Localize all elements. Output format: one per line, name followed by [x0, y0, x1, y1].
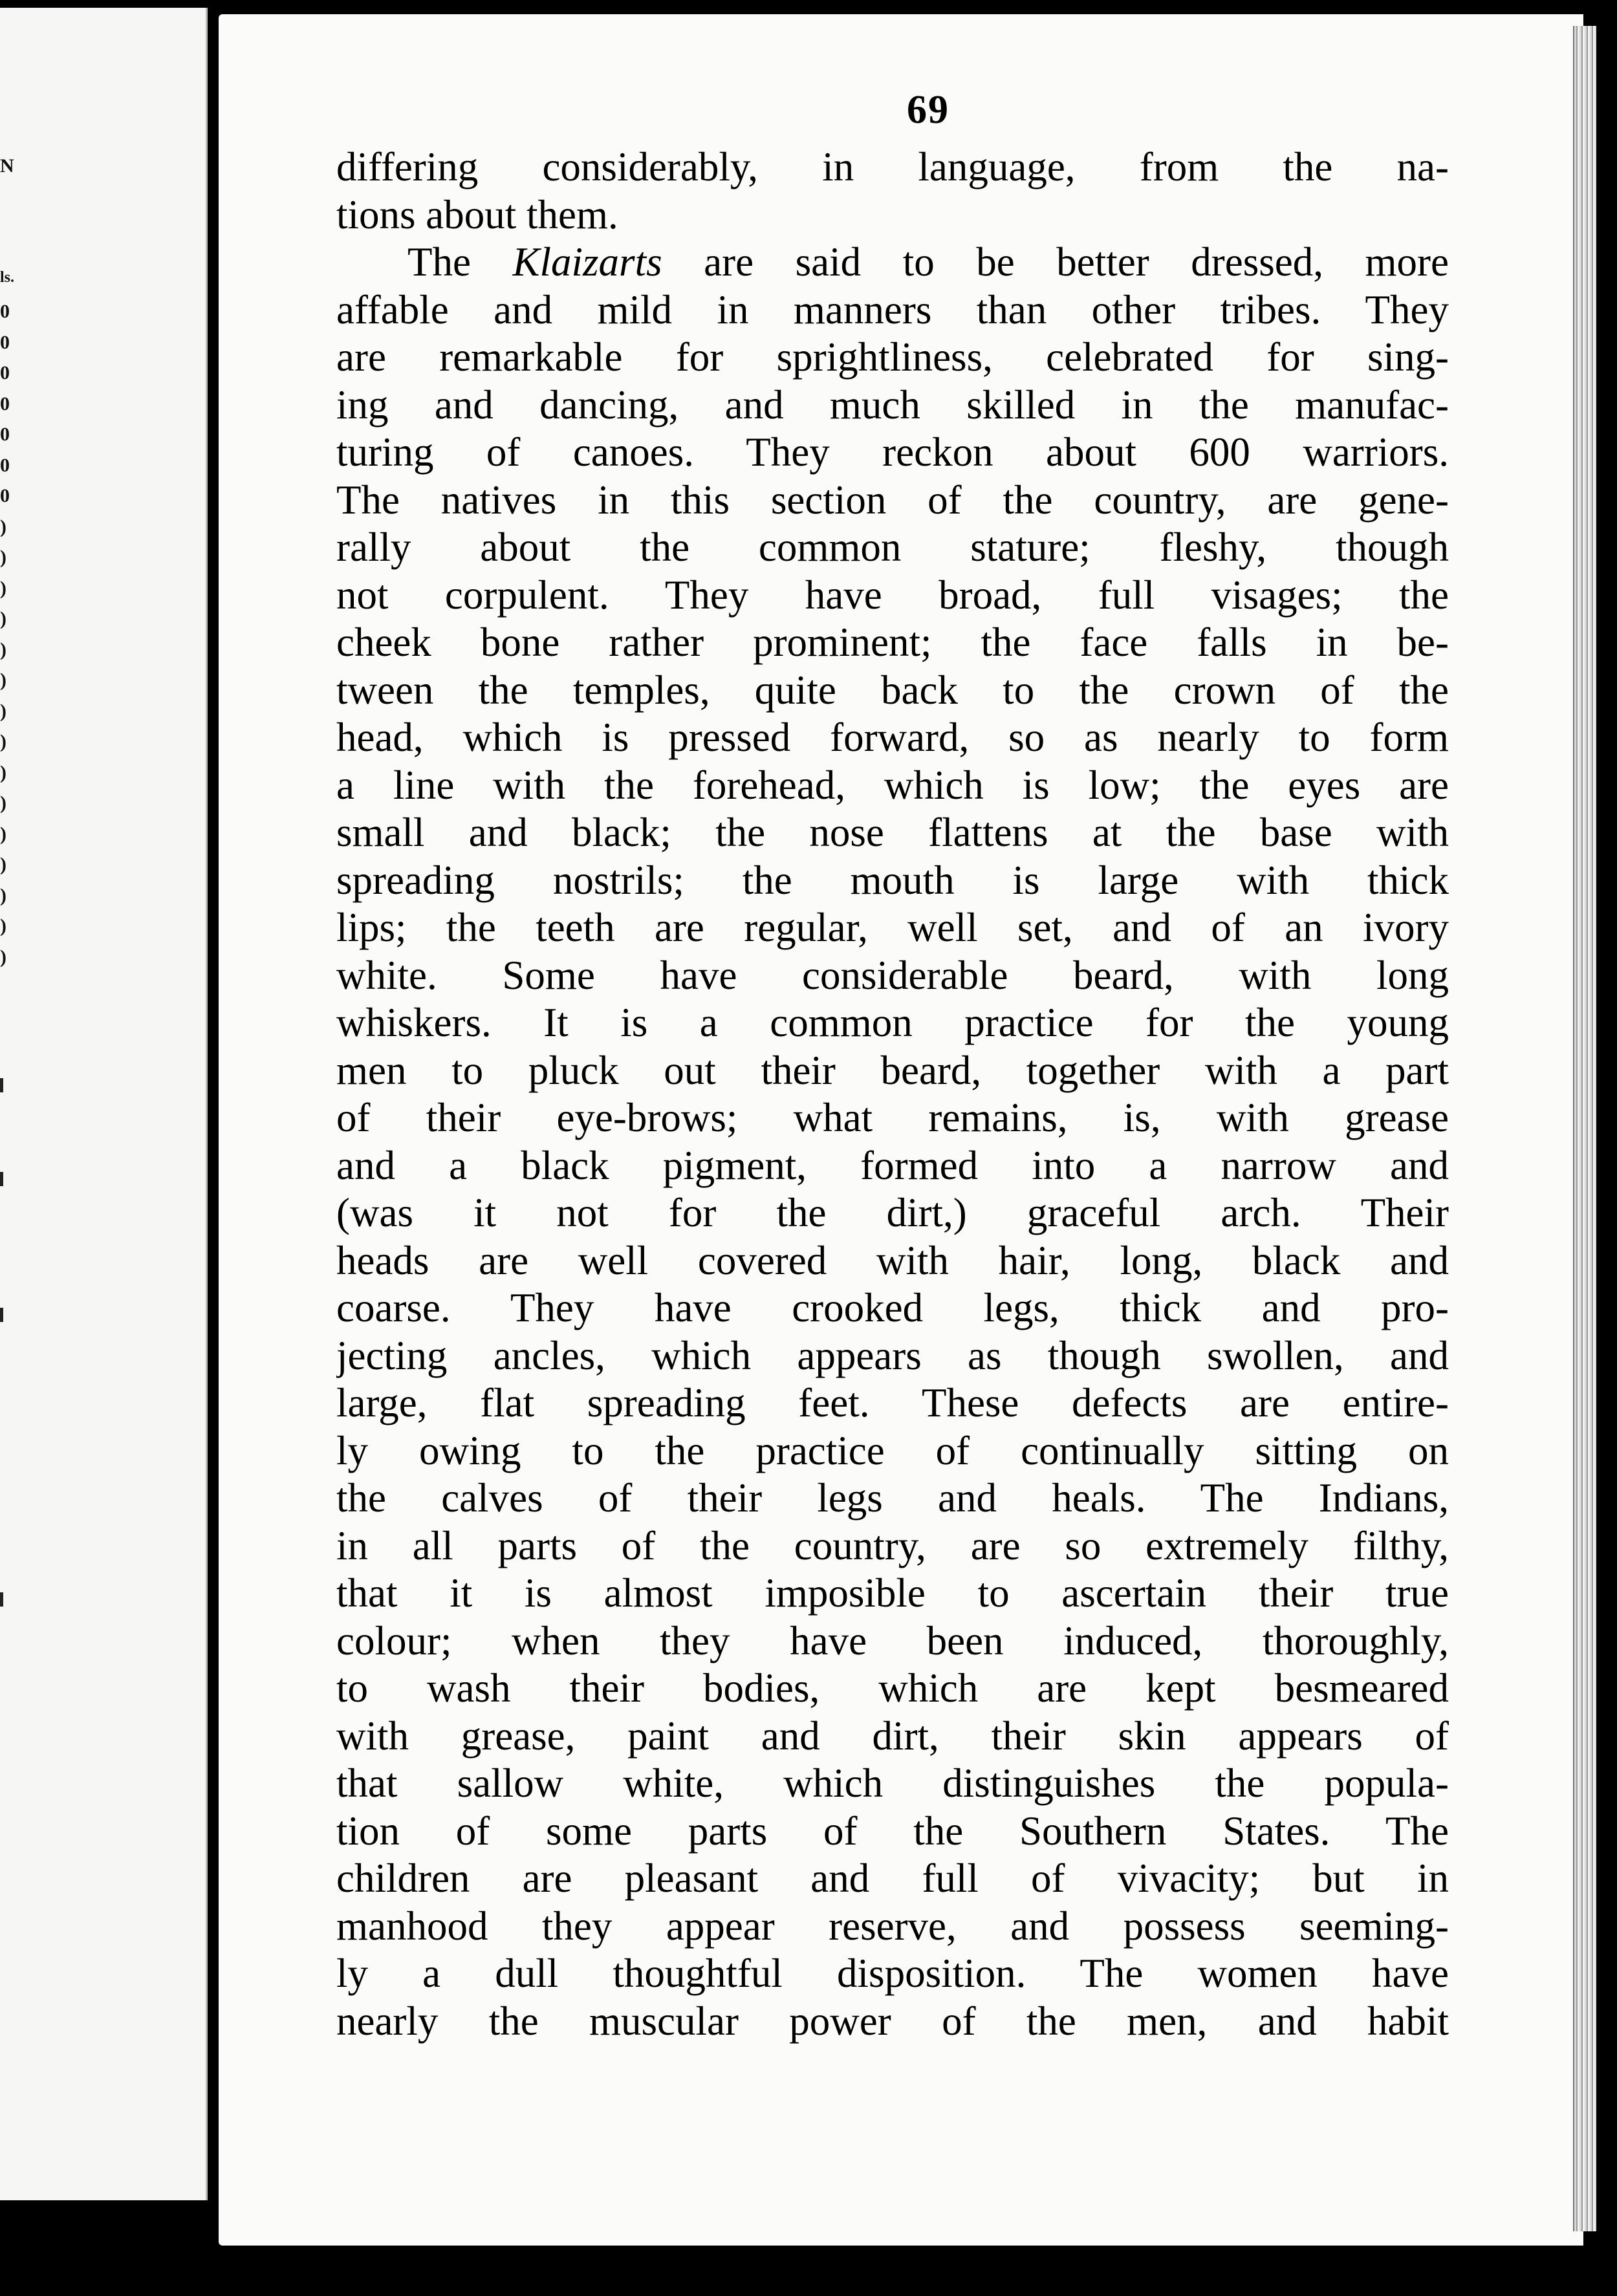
- margin-letter: 0: [0, 332, 10, 353]
- text-line: are remarkable for sprightliness, celebrated for sing-: [336, 334, 1449, 380]
- margin-letter: ): [0, 608, 6, 629]
- text-line: spreading nostrils; the mouth is large with thick: [336, 857, 1449, 903]
- text-line: cheek bone rather prominent; the face falls in be-: [336, 620, 1449, 665]
- margin-letter: ): [0, 823, 6, 845]
- text-line: heads are well covered with hair, long, black and: [336, 1237, 1449, 1283]
- margin-mark: [0, 1592, 3, 1607]
- margin-letter: ): [0, 700, 6, 722]
- text-line: ly owing to the practice of continually sitting on: [336, 1427, 1449, 1473]
- text-line: (was it not for the dirt,) graceful arch. Their: [336, 1190, 1449, 1235]
- margin-letter: ): [0, 792, 6, 814]
- text-line: tions about them.: [336, 191, 618, 237]
- margin-letter: ): [0, 854, 6, 875]
- text-line: small and black; the nose flattens at the base with: [336, 810, 1449, 855]
- text-line: children are pleasant and full of vivacity; but in: [336, 1856, 1449, 1901]
- line-start: The: [407, 239, 513, 285]
- text-line: whiskers. It is a common practice for the young: [336, 1000, 1449, 1045]
- text-line: to wash their bodies, which are kept besmeared: [336, 1665, 1449, 1711]
- body-text: [336, 144, 1449, 2045]
- page-stack-edge: [1573, 26, 1596, 2231]
- text-line: lips; the teeth are regular, well set, and of an ivory: [336, 905, 1449, 950]
- margin-letter: 0: [0, 393, 10, 415]
- margin-letter: 0: [0, 424, 10, 445]
- margin-letter: ls.: [0, 269, 15, 286]
- margin-letter: ): [0, 669, 6, 691]
- text-line: tween the temples, quite back to the crown of the: [336, 667, 1449, 713]
- text-line: large, flat spreading feet. These defects are entire-: [336, 1380, 1449, 1425]
- text-line: ly a dull thoughtful disposition. The women have: [336, 1951, 1449, 1996]
- page-number: 69: [907, 88, 950, 132]
- margin-letter: N: [0, 155, 14, 177]
- margin-letter: ): [0, 915, 6, 937]
- margin-letter: 0: [0, 455, 10, 476]
- text-line: head, which is pressed forward, so as nearly to form: [336, 715, 1449, 760]
- margin-mark: [0, 1308, 3, 1322]
- text-line: jecting ancles, which appears as though swollen, and: [336, 1332, 1449, 1378]
- margin-letter: 0: [0, 485, 10, 506]
- margin-letter: 0: [0, 301, 10, 322]
- text-line: not corpulent. They have broad, full visages; the: [336, 572, 1449, 618]
- text-line: that sallow white, which distinguishes the popula-: [336, 1760, 1449, 1806]
- margin-letter: ): [0, 762, 6, 783]
- text-line: men to pluck out their beard, together with a part: [336, 1047, 1449, 1093]
- text-line: ing and dancing, and much skilled in the manufac-: [336, 382, 1449, 428]
- text-line: nearly the muscular power of the men, and habit: [336, 1998, 1449, 2044]
- margin-letter: ): [0, 639, 6, 660]
- text-line: rally about the common stature; fleshy, though: [336, 525, 1449, 570]
- text-line: [336, 239, 1449, 287]
- margin-letter: ): [0, 731, 6, 752]
- margin-letter: 0: [0, 362, 10, 384]
- line-rest: are said to be better dressed, more: [662, 239, 1449, 285]
- previous-page-edge: [0, 8, 208, 2200]
- text-line: affable and mild in manners than other tribes. They: [336, 287, 1449, 332]
- text-line: colour; when they have been induced, thoroughly,: [336, 1618, 1449, 1663]
- text-line: that it is almost imposible to ascertain their true: [336, 1570, 1449, 1616]
- text-line: coarse. They have crooked legs, thick and pro-: [336, 1285, 1449, 1330]
- text-line: a line with the forehead, which is low; the eyes are: [336, 762, 1449, 808]
- text-line: the calves of their legs and heals. The Indians,: [336, 1475, 1449, 1521]
- text-line: turing of canoes. They reckon about 600 warriors.: [336, 429, 1449, 475]
- margin-letter: ): [0, 578, 6, 599]
- margin-letter: ): [0, 547, 6, 568]
- text-line: manhood they appear reserve, and possess seeming-: [336, 1903, 1449, 1949]
- margin-letter: ): [0, 946, 6, 968]
- margin-mark: [0, 1078, 3, 1092]
- margin-mark: [0, 1172, 3, 1186]
- text-line: in all parts of the country, are so extremely filthy,: [336, 1522, 1449, 1568]
- text-line: and a black pigment, formed into a narrow and: [336, 1142, 1449, 1188]
- margin-letter: ): [0, 885, 6, 906]
- tribe-name: Klaizarts: [512, 239, 662, 285]
- text-line: white. Some have considerable beard, with long: [336, 952, 1449, 998]
- text-line: The natives in this section of the country, are gene-: [336, 477, 1449, 523]
- text-line: differing considerably, in language, from the na-: [336, 144, 1449, 190]
- margin-letter: ): [0, 516, 6, 537]
- text-line: of their eye-brows; what remains, is, with grease: [336, 1095, 1449, 1140]
- text-line: with grease, paint and dirt, their skin appears of: [336, 1713, 1449, 1759]
- text-line: tion of some parts of the Southern States. The: [336, 1808, 1449, 1854]
